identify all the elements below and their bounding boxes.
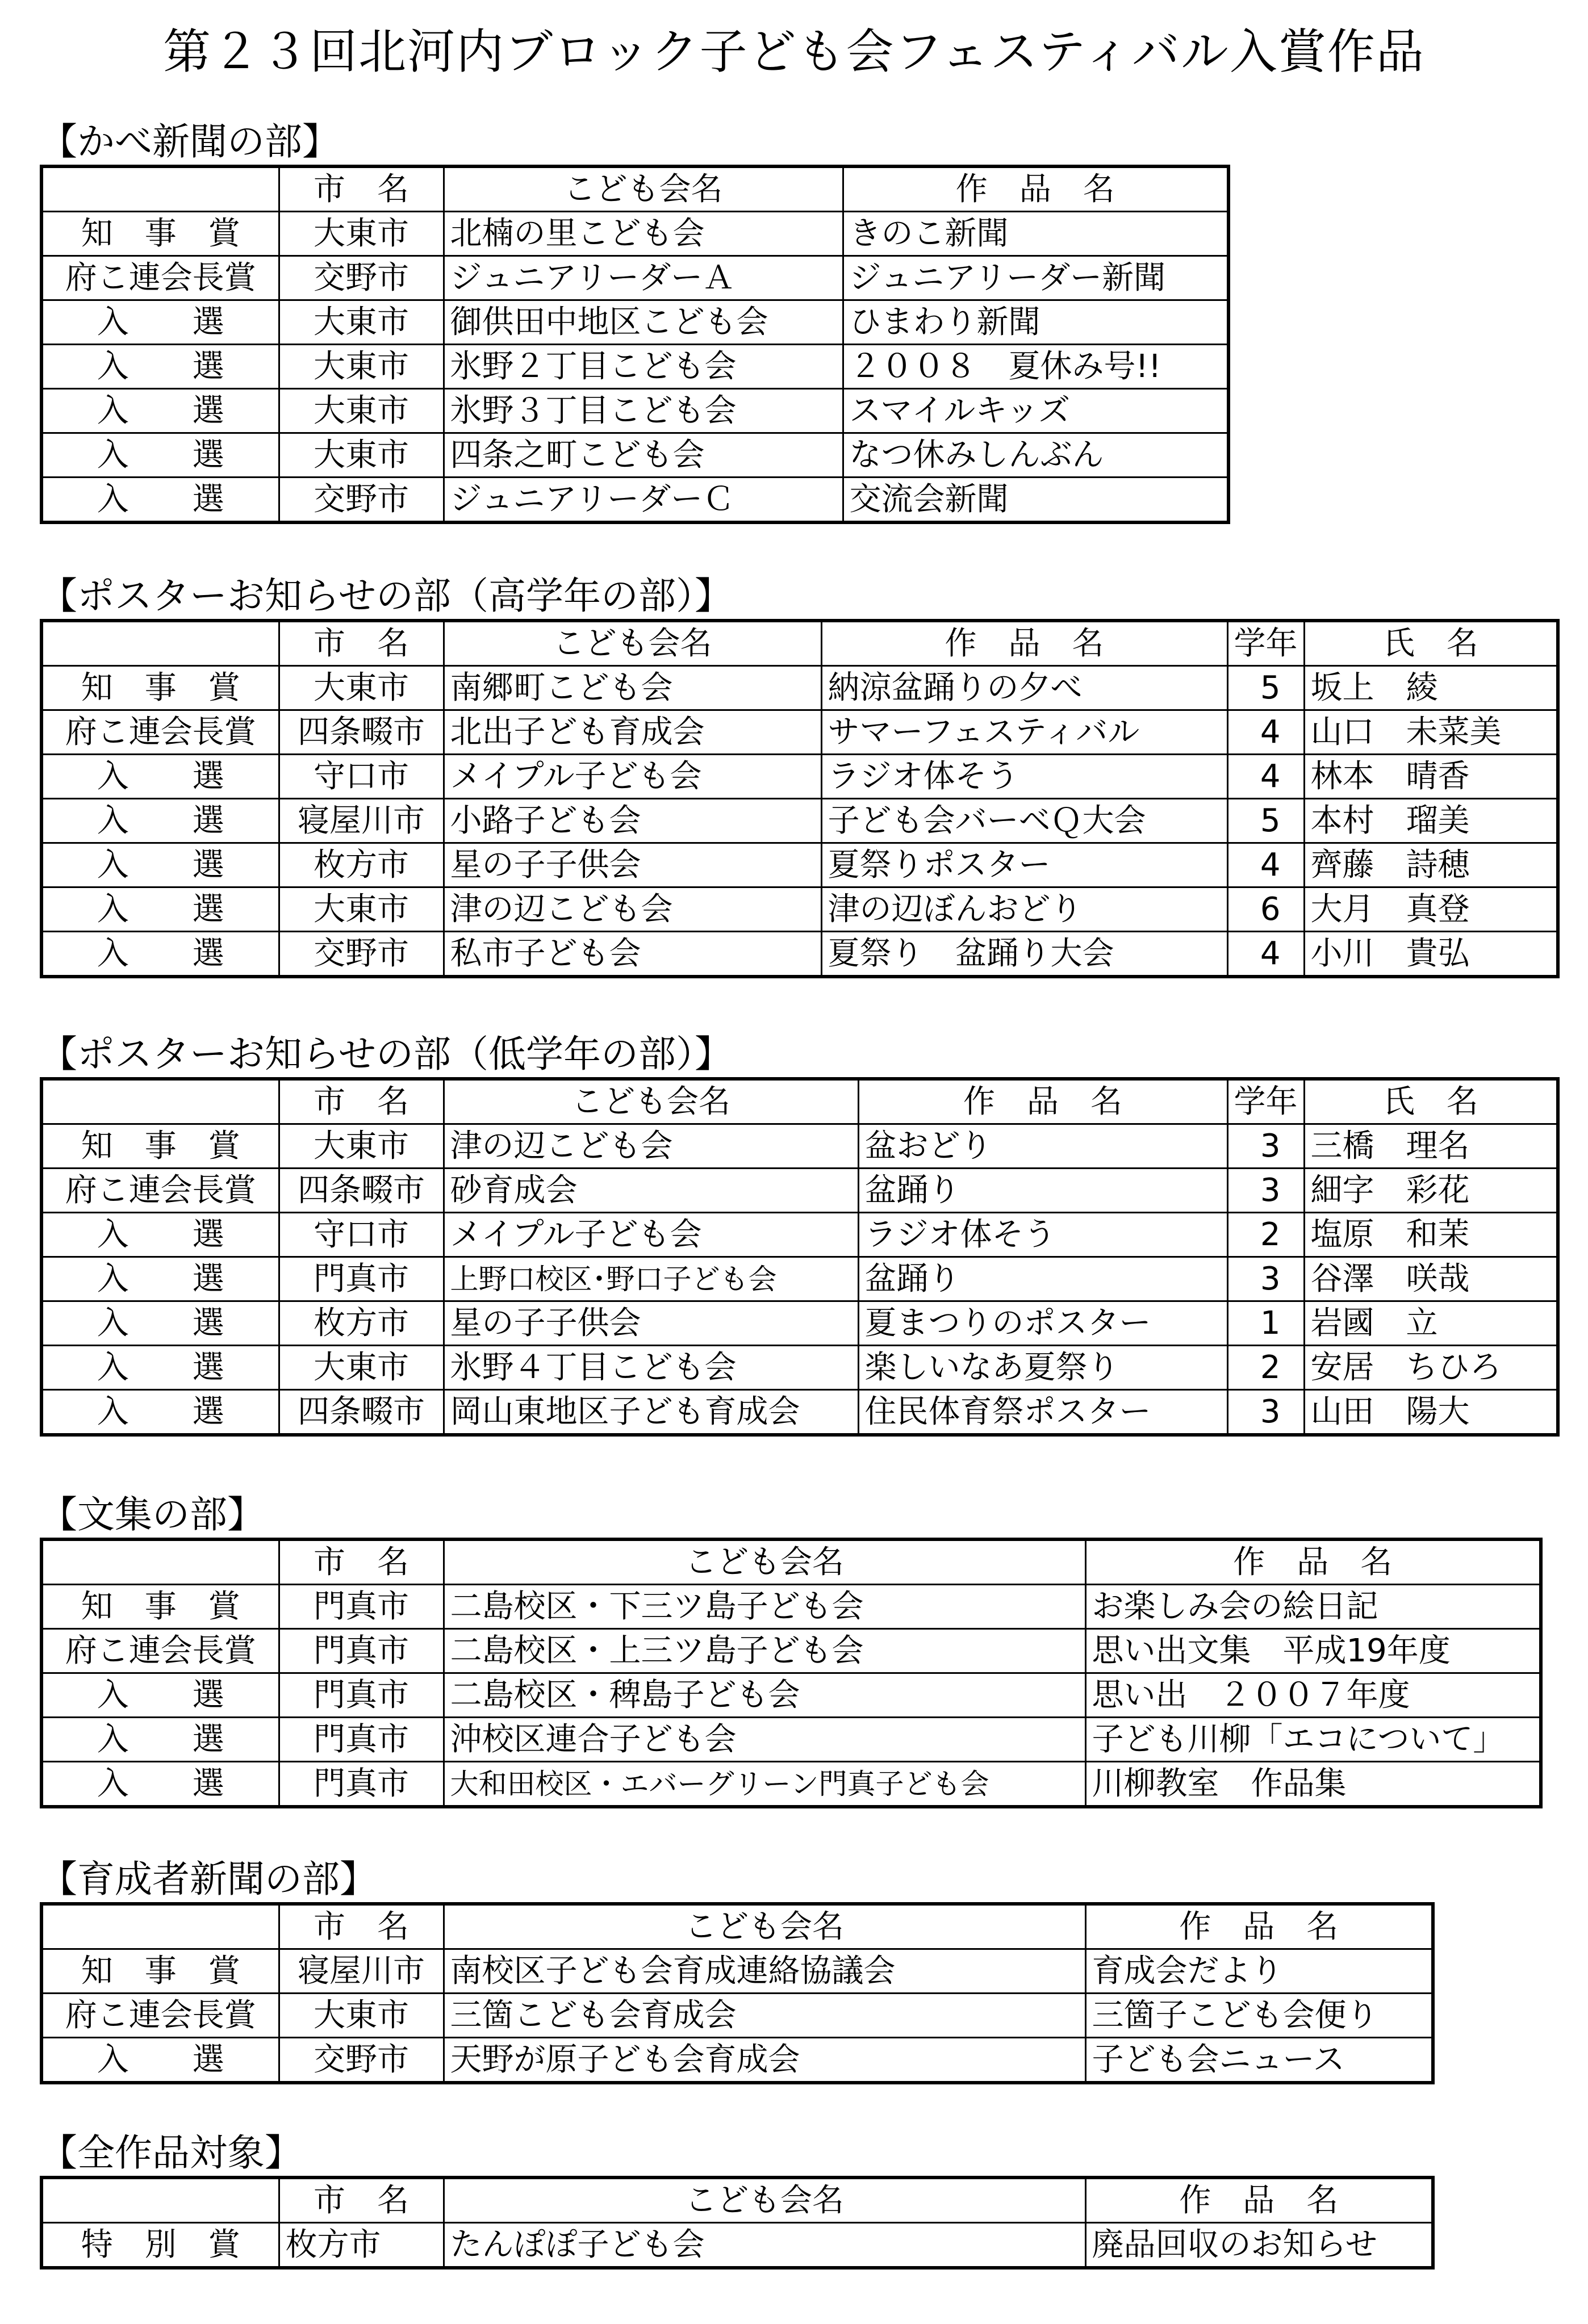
- city-cell: 大東市: [279, 887, 444, 932]
- header-grade: 学年: [1227, 1079, 1304, 1124]
- header-club: こども会名: [444, 1079, 858, 1124]
- club-cell: 上野口校区･野口子ども会: [444, 1257, 858, 1301]
- club-cell: 二島校区・上三ツ島子ども会: [444, 1629, 1085, 1673]
- header-award: [41, 1079, 279, 1124]
- grade-cell: 1: [1227, 1301, 1304, 1346]
- results-table: [40, 1538, 1543, 1808]
- club-cell: メイプル子ども会: [444, 1213, 858, 1257]
- student-name-cell: 塩原 和茉: [1304, 1213, 1558, 1257]
- student-name-cell: 山口 未菜美: [1304, 710, 1558, 755]
- table-row: [41, 1718, 1541, 1762]
- city-cell: 門真市: [279, 1585, 444, 1629]
- award-cell: 知 事 賞: [41, 1585, 279, 1629]
- club-cell: 二島校区・下三ツ島子ども会: [444, 1585, 1085, 1629]
- table-row: [41, 1169, 1558, 1213]
- student-name-cell: 本村 瑠美: [1304, 799, 1558, 843]
- header-city: 市 名: [279, 2178, 444, 2223]
- award-cell: 入 選: [41, 478, 279, 523]
- award-cell: 入 選: [41, 799, 279, 843]
- header-name: 氏 名: [1304, 621, 1558, 666]
- section-heading: 【ポスターお知らせの部（高学年の部）】: [40, 574, 733, 618]
- work-cell: サマーフェスティバル: [821, 710, 1227, 755]
- header-club: こども会名: [444, 1539, 1085, 1585]
- club-cell: 天野が原子ども会育成会: [444, 2038, 1085, 2083]
- header-work: 作 品 名: [1085, 1539, 1541, 1585]
- club-cell: 小路子ども会: [444, 799, 821, 843]
- city-cell: 枚方市: [279, 1301, 444, 1346]
- city-cell: 門真市: [279, 1257, 444, 1301]
- city-cell: 大東市: [279, 1124, 444, 1169]
- city-cell: 大東市: [279, 666, 444, 710]
- award-cell: 入 選: [41, 1301, 279, 1346]
- student-name-cell: 齊藤 詩穂: [1304, 843, 1558, 887]
- table-row: [41, 1346, 1558, 1390]
- table-row: [41, 1585, 1541, 1629]
- award-cell: 入 選: [41, 1718, 279, 1762]
- city-cell: 四条畷市: [279, 1169, 444, 1213]
- club-cell: 北楠の里こども会: [444, 212, 843, 256]
- grade-cell: 2: [1227, 1346, 1304, 1390]
- club-cell: 二島校区・稗島子ども会: [444, 1673, 1085, 1718]
- header-city: 市 名: [279, 621, 444, 666]
- header-club: こども会名: [444, 1904, 1085, 1949]
- club-cell: 岡山東地区子ども育成会: [444, 1390, 858, 1435]
- club-cell: 砂育成会: [444, 1169, 858, 1213]
- table-row: [41, 2038, 1433, 2083]
- award-cell: 府こ連会長賞: [41, 1629, 279, 1673]
- city-cell: 門真市: [279, 1762, 444, 1807]
- header-city: 市 名: [279, 166, 444, 212]
- header-name: 氏 名: [1304, 1079, 1558, 1124]
- table-row: [41, 1301, 1558, 1346]
- student-name-cell: 谷澤 咲哉: [1304, 1257, 1558, 1301]
- grade-cell: 5: [1227, 666, 1304, 710]
- work-cell: ラジオ体そう: [821, 755, 1227, 799]
- section-heading: 【かべ新聞の部】: [40, 120, 340, 164]
- award-cell: 入 選: [41, 1346, 279, 1390]
- club-cell: ジュニアリーダーＡ: [444, 256, 843, 300]
- work-cell: 交流会新聞: [843, 478, 1228, 523]
- club-cell: 津の辺こども会: [444, 887, 821, 932]
- grade-cell: 4: [1227, 710, 1304, 755]
- grade-cell: 3: [1227, 1257, 1304, 1301]
- header-club: こども会名: [444, 166, 843, 212]
- student-name-cell: 小川 貴弘: [1304, 932, 1558, 977]
- work-cell: 夏祭りポスター: [821, 843, 1227, 887]
- table-row: [41, 1390, 1558, 1435]
- results-table: [40, 2176, 1435, 2269]
- city-cell: 守口市: [279, 755, 444, 799]
- city-cell: 門真市: [279, 1718, 444, 1762]
- work-cell: 楽しいなあ夏祭り: [858, 1346, 1227, 1390]
- work-cell: 思い出文集 平成19年度: [1085, 1629, 1541, 1673]
- city-cell: 交野市: [279, 932, 444, 977]
- award-cell: 知 事 賞: [41, 212, 279, 256]
- work-cell: ジュニアリーダー新聞: [843, 256, 1228, 300]
- award-cell: 府こ連会長賞: [41, 256, 279, 300]
- city-cell: 守口市: [279, 1213, 444, 1257]
- student-name-cell: 大月 真登: [1304, 887, 1558, 932]
- city-cell: 門真市: [279, 1673, 444, 1718]
- work-cell: お楽しみ会の絵日記: [1085, 1585, 1541, 1629]
- work-cell: 子ども会ニュース: [1085, 2038, 1433, 2083]
- header-work: 作 品 名: [1085, 1904, 1433, 1949]
- club-cell: 四条之町こども会: [444, 433, 843, 478]
- table-header: [41, 2178, 1433, 2223]
- section-heading: 【ポスターお知らせの部（低学年の部）】: [40, 1032, 733, 1076]
- club-cell: 氷野２丁目こども会: [444, 345, 843, 389]
- section-heading: 【全作品対象】: [40, 2131, 302, 2175]
- award-cell: 入 選: [41, 843, 279, 887]
- club-cell: 星の子子供会: [444, 1301, 858, 1346]
- club-cell: 北出子ども育成会: [444, 710, 821, 755]
- club-cell: 三箇こども会育成会: [444, 1994, 1085, 2038]
- header-award: [41, 1904, 279, 1949]
- award-cell: 知 事 賞: [41, 1949, 279, 1994]
- table-row: [41, 1257, 1558, 1301]
- city-cell: 大東市: [279, 389, 444, 433]
- award-cell: 入 選: [41, 433, 279, 478]
- work-cell: 川柳教室 作品集: [1085, 1762, 1541, 1807]
- table-header: [41, 1079, 1558, 1124]
- work-cell: スマイルキッズ: [843, 389, 1228, 433]
- club-cell: 南郷町こども会: [444, 666, 821, 710]
- grade-cell: 5: [1227, 799, 1304, 843]
- table-header: [41, 166, 1228, 212]
- header-award: [41, 2178, 279, 2223]
- table-row: [41, 212, 1228, 256]
- header-work: 作 品 名: [821, 621, 1227, 666]
- header-work: 作 品 名: [858, 1079, 1227, 1124]
- student-name-cell: 三橋 理名: [1304, 1124, 1558, 1169]
- work-cell: 廃品回収のお知らせ: [1085, 2223, 1433, 2268]
- student-name-cell: 安居 ちひろ: [1304, 1346, 1558, 1390]
- club-cell: 沖校区連合子ども会: [444, 1718, 1085, 1762]
- award-cell: 入 選: [41, 1390, 279, 1435]
- header-grade: 学年: [1227, 621, 1304, 666]
- student-name-cell: 山田 陽大: [1304, 1390, 1558, 1435]
- grade-cell: 4: [1227, 755, 1304, 799]
- table-row: [41, 256, 1228, 300]
- table-row: [41, 1673, 1541, 1718]
- table-row: [41, 433, 1228, 478]
- work-cell: 子ども会バーベＱ大会: [821, 799, 1227, 843]
- award-cell: 府こ連会長賞: [41, 1994, 279, 2038]
- award-cell: 入 選: [41, 1213, 279, 1257]
- work-cell: 育成会だより: [1085, 1949, 1433, 1994]
- table-row: [41, 2223, 1433, 2268]
- work-cell: 盆踊り: [858, 1169, 1227, 1213]
- city-cell: 寝屋川市: [279, 1949, 444, 1994]
- table-row: [41, 1629, 1541, 1673]
- work-cell: 三箇子こども会便り: [1085, 1994, 1433, 2038]
- award-cell: 入 選: [41, 1673, 279, 1718]
- club-cell: 氷野４丁目こども会: [444, 1346, 858, 1390]
- grade-cell: 3: [1227, 1169, 1304, 1213]
- city-cell: 寝屋川市: [279, 799, 444, 843]
- work-cell: 盆おどり: [858, 1124, 1227, 1169]
- work-cell: ２００８ 夏休み号!!: [843, 345, 1228, 389]
- city-cell: 大東市: [279, 433, 444, 478]
- header-city: 市 名: [279, 1539, 444, 1585]
- work-cell: 思い出 ２００７年度: [1085, 1673, 1541, 1718]
- club-cell: たんぽぽ子ども会: [444, 2223, 1085, 2268]
- club-cell: ジュニアリーダーＣ: [444, 478, 843, 523]
- header-club: こども会名: [444, 621, 821, 666]
- header-city: 市 名: [279, 1904, 444, 1949]
- award-cell: 入 選: [41, 755, 279, 799]
- grade-cell: 3: [1227, 1390, 1304, 1435]
- header-award: [41, 1539, 279, 1585]
- work-cell: 盆踊り: [858, 1257, 1227, 1301]
- city-cell: 大東市: [279, 212, 444, 256]
- city-cell: 門真市: [279, 1629, 444, 1673]
- award-cell: 入 選: [41, 300, 279, 345]
- club-cell: 御供田中地区こども会: [444, 300, 843, 345]
- table-header: [41, 1539, 1541, 1585]
- award-cell: 入 選: [41, 1762, 279, 1807]
- award-cell: 府こ連会長賞: [41, 710, 279, 755]
- table-row: [41, 932, 1558, 977]
- city-cell: 枚方市: [279, 2223, 444, 2268]
- work-cell: 子ども川柳「エコについて」: [1085, 1718, 1541, 1762]
- club-cell: 私市子ども会: [444, 932, 821, 977]
- table-row: [41, 755, 1558, 799]
- results-table: [40, 1077, 1560, 1437]
- header-work: 作 品 名: [1085, 2178, 1433, 2223]
- table-row: [41, 1213, 1558, 1257]
- award-cell: 知 事 賞: [41, 666, 279, 710]
- table-row: [41, 389, 1228, 433]
- award-cell: 知 事 賞: [41, 1124, 279, 1169]
- club-cell: 南校区子ども会育成連絡協議会: [444, 1949, 1085, 1994]
- table-row: [41, 710, 1558, 755]
- table-row: [41, 887, 1558, 932]
- city-cell: 四条畷市: [279, 710, 444, 755]
- grade-cell: 3: [1227, 1124, 1304, 1169]
- table-header: [41, 621, 1558, 666]
- section-heading: 【文集の部】: [40, 1493, 265, 1536]
- header-club: こども会名: [444, 2178, 1085, 2223]
- award-cell: 入 選: [41, 1257, 279, 1301]
- award-cell: 特 別 賞: [41, 2223, 279, 2268]
- grade-cell: 4: [1227, 932, 1304, 977]
- table-row: [41, 478, 1228, 523]
- table-row: [41, 1762, 1541, 1807]
- award-cell: 入 選: [41, 2038, 279, 2083]
- table-row: [41, 300, 1228, 345]
- table-header: [41, 1904, 1433, 1949]
- club-cell: 大和田校区・エバーグリーン門真子ども会: [444, 1762, 1085, 1807]
- work-cell: 住民体育祭ポスター: [858, 1390, 1227, 1435]
- table-row: [41, 1949, 1433, 1994]
- work-cell: 納涼盆踊りの夕べ: [821, 666, 1227, 710]
- club-cell: メイプル子ども会: [444, 755, 821, 799]
- page-title: 第２３回北河内ブロック子ども会フェスティバル入賞作品: [163, 24, 1425, 79]
- city-cell: 大東市: [279, 1346, 444, 1390]
- results-table: [40, 1902, 1435, 2084]
- section-heading: 【育成者新聞の部】: [40, 1857, 377, 1901]
- student-name-cell: 林本 晴香: [1304, 755, 1558, 799]
- city-cell: 大東市: [279, 1994, 444, 2038]
- grade-cell: 6: [1227, 887, 1304, 932]
- city-cell: 交野市: [279, 2038, 444, 2083]
- table-row: [41, 1124, 1558, 1169]
- club-cell: 氷野３丁目こども会: [444, 389, 843, 433]
- city-cell: 大東市: [279, 345, 444, 389]
- work-cell: ひまわり新聞: [843, 300, 1228, 345]
- student-name-cell: 岩國 立: [1304, 1301, 1558, 1346]
- award-cell: 入 選: [41, 887, 279, 932]
- city-cell: 四条畷市: [279, 1390, 444, 1435]
- award-cell: 入 選: [41, 345, 279, 389]
- results-table: [40, 165, 1230, 524]
- table-row: [41, 799, 1558, 843]
- results-table: [40, 619, 1560, 978]
- work-cell: 夏まつりのポスター: [858, 1301, 1227, 1346]
- award-cell: 府こ連会長賞: [41, 1169, 279, 1213]
- work-cell: ラジオ体そう: [858, 1213, 1227, 1257]
- city-cell: 交野市: [279, 478, 444, 523]
- city-cell: 交野市: [279, 256, 444, 300]
- work-cell: きのこ新聞: [843, 212, 1228, 256]
- grade-cell: 2: [1227, 1213, 1304, 1257]
- table-row: [41, 345, 1228, 389]
- club-cell: 津の辺こども会: [444, 1124, 858, 1169]
- header-award: [41, 621, 279, 666]
- header-award: [41, 166, 279, 212]
- student-name-cell: 坂上 綾: [1304, 666, 1558, 710]
- table-row: [41, 666, 1558, 710]
- city-cell: 大東市: [279, 300, 444, 345]
- header-work: 作 品 名: [843, 166, 1228, 212]
- table-row: [41, 843, 1558, 887]
- work-cell: なつ休みしんぶん: [843, 433, 1228, 478]
- work-cell: 津の辺ぼんおどり: [821, 887, 1227, 932]
- header-city: 市 名: [279, 1079, 444, 1124]
- award-cell: 入 選: [41, 389, 279, 433]
- grade-cell: 4: [1227, 843, 1304, 887]
- award-cell: 入 選: [41, 932, 279, 977]
- club-cell: 星の子子供会: [444, 843, 821, 887]
- student-name-cell: 細字 彩花: [1304, 1169, 1558, 1213]
- city-cell: 枚方市: [279, 843, 444, 887]
- table-row: [41, 1994, 1433, 2038]
- work-cell: 夏祭り 盆踊り大会: [821, 932, 1227, 977]
